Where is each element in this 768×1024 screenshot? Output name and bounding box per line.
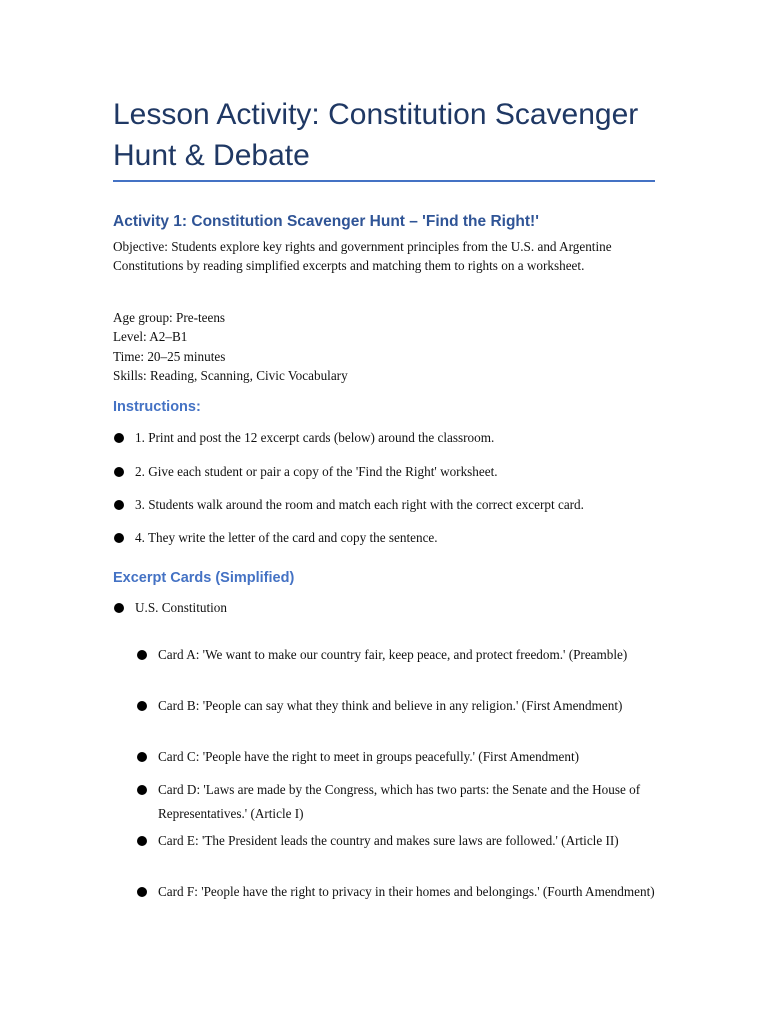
activity-meta (113, 308, 643, 385)
bullet-dot-icon (137, 887, 147, 897)
bullet-dot-icon (137, 701, 147, 711)
skills-line: Skills: Reading, Scanning, Civic Vocabulary (113, 367, 348, 383)
excerpt-card-d: Card D: 'Laws are made by the Congress, which has two parts: the Senate and the House of Representatives.' (Article I) (136, 778, 655, 826)
bullet-dot-icon (137, 650, 147, 660)
document-title: Lesson Activity: Constitution Scavenger Hunt & Debate (113, 98, 639, 172)
activity-1-heading: Activity 1: Constitution Scavenger Hunt – 'Find the Right!' (113, 213, 539, 230)
excerpt-card-e: Card E: 'The President leads the country and makes sure laws are followed.' (Article II) (136, 829, 655, 853)
bullet-dot-icon (114, 500, 124, 510)
instruction-item: 3. Students walk around the room and match each right with the correct excerpt card. (113, 493, 655, 517)
excerpt-card-f: Card F: 'People have the right to privacy in their homes and belongings.' (Fourth Amendment) (136, 880, 655, 904)
age-group-line: Age group: Pre-teens (113, 310, 226, 325)
bullet-dot-icon (114, 533, 124, 543)
title-divider (113, 180, 655, 182)
bullet-dot-icon (114, 467, 124, 477)
bullet-dot-icon (114, 433, 124, 443)
instruction-item: 1. Print and post the 12 excerpt cards (below) around the classroom. (113, 426, 655, 450)
bullet-dot-icon (137, 752, 147, 762)
instruction-item: 2. Give each student or pair a copy of the 'Find the Right' worksheet. (113, 460, 655, 484)
level-line: Level: A2–B1 (113, 329, 188, 345)
objective-paragraph: Objective: Students explore key rights and government principles from the U.S. and Argentine Constitutions by reading simplified excerpts and matching them to rights on a worksheet. (113, 239, 612, 274)
bullet-dot-icon (137, 785, 147, 795)
excerpt-card-b: Card B: 'People can say what they think and believe in any religion.' (First Amendment) (136, 694, 655, 718)
instructions-heading: Instructions: (113, 399, 201, 415)
time-line: Time: 20–25 minutes (113, 348, 226, 364)
instruction-item: 4. They write the letter of the card and copy the sentence. (113, 526, 655, 550)
us-constitution-item: U.S. Constitution (113, 596, 655, 620)
bullet-dot-icon (114, 603, 124, 613)
excerpt-cards-heading: Excerpt Cards (Simplified) (113, 570, 295, 586)
excerpt-card-c: Card C: 'People have the right to meet in groups peacefully.' (First Amendment) (136, 745, 655, 769)
excerpt-card-a: Card A: 'We want to make our country fair, keep peace, and protect freedom.' (Preamble) (136, 643, 655, 667)
bullet-dot-icon (137, 836, 147, 846)
